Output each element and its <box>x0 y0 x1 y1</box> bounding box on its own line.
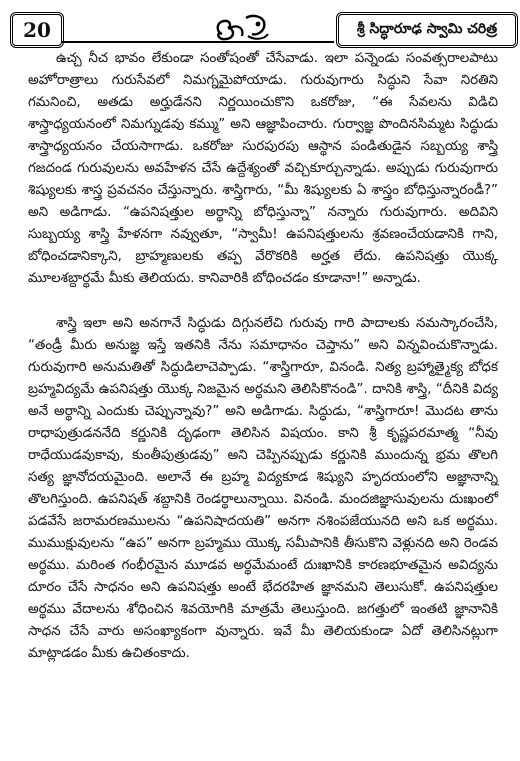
running-title: శ్రీ సిద్ధారూఢ స్వామి చరిత్ర <box>336 12 518 48</box>
page-number: 20 <box>10 12 64 48</box>
paragraph: ఉచ్చ నీచ భావం లేకుండా సంతోషంతో చేసేవాడు. ఇలా పన్నెండు సంవత్సరాలపాటు అహోరాత్రాలు గురుసేవలో నిమగ్నమైపోయాడు. గురువుగారు సిద్ధుని సేవా నిరతిని గమనించి, అతడు అర్హుడేనని నిర్ణయించుకొని ఒకరోజు, “ఈ సేవలను విడిచి శాస్త్రాధ్యయనంలో నిమగ్నుడవు కమ్ము” అని ఆజ్ఞాపించారు. గుర్వాజ్ఞ పొందినసిమ్మట సిద్ధుడు శాస్త్రాధ్యయనం చేయసాగాడు. ఒకరోజు సురపురపు ఆస్థాన పండితుడైన సబ్బయ్య శాస్త్రి గజదండ గురువులను అవహేళన చేసే ఉద్దేశ్యంతో వచ్చికూర్చున్నాడు. అప్పుడు గురువుగారు శిష్యులకు శాస్త్ర ప్రవచనం చేస్తున్నారు. శాస్త్రిగారు, “మీ శిష్యులకు ఏ శాస్త్రం బోధిస్తున్నారండీ?” అని అడిగాడు. “ఉపనిషత్తుల అర్థాన్ని బోధిస్తున్నా” నన్నారు గురువుగారు. అదివిని సుబ్బయ్య శాస్త్రి హేళనగా నవ్వుతూ, “స్వామీ! ఉపనిషత్తులను శ్రవణంచేయడానికి గాని, బోధించడానిక్కాని, బ్రాహ్మణులకు తప్ప వేరొకరికి అర్హత లేదు. ఉపనిషత్తు యొక్క మూలశబ్దార్థమే మీకు తెలియదు. కానివారికి బోధించడం కూడానా!” అన్నాడు. <box>28 51 498 287</box>
header-rule <box>62 41 334 43</box>
body-text <box>28 48 498 665</box>
paragraph: శాస్త్రి ఇలా అని అనగానే సిద్ధుడు దిగ్గునలేచి గురువు గారి పాదాలకు నమస్కారంచేసి, “తండ్రీ మీరు అనుజ్ఞ ఇస్తే ఇతనికి నేను సమాధానం చెప్తాను” అని విన్నవించుకొన్నాడు. గురువుగారి అనుమతితో సిద్ధుడిలాచెప్పాడు. “శాస్త్రిగారూ, వినండి. నిత్య బ్రహ్మాత్మైక్య బోధక బ్రహ్మవిద్యమే ఉపనిషత్తు యొక్క నిజమైన అర్థమని తెలిసికొనండి”. దానికి శాస్త్రి, “దీనికి విద్య అనే అర్థాన్ని ఎందుకు చెప్పున్నావు?” అని అడిగాడు. సిద్ధుడు, “శాస్త్రిగారూ! మొదట తాను రాధాపుత్రుడననేది కర్ణునికి దృఢంగా తెలిసిన విషయం. కాని శ్రీ కృష్ణపరమాత్మ “నీవు రాధేయుడవుకావు, కుంతీపుత్రుడవు” అని చెప్పినప్పుడు కర్ణునికి ముందున్న భ్రమ తొలగి సత్య జ్ఞానోదయమైంది. అలానే ఈ బ్రహ్మ విద్యకూడ శిష్యుని హృదయంలోని అజ్ఞానాన్ని తొలగిస్తుంది. ఉపనిషత్ శబ్దానికి రెండర్థాలున్నాయి. వినండి. మందజిజ్ఞాసువులను దుఃఖంలో పడవేసే జరామరణములను “ఉపనిషాదయతి” అనగా నశింపజేయునది అని ఒక అర్థము. ముముక్షువులను “ఉప” అనగా బ్రహ్మము యొక్క సమీపానికి తీసుకొని వెళ్లునది అని రెండవ అర్థము. మరింత గంభీరమైన మూడవ అర్థమేమంటే దుఃఖానికి కారణభూతమైన అవిద్యను దూరం చేసే సాధనం అని ఉపనిషత్తు అంటే భేదరహిత జ్ఞానమని తెలుసుకో. ఉపనిషత్తుల అర్థము వేదాలను శోధించిన శివయోగికి మాత్రమే తెలుస్తుంది. జగత్తులో ఇంతటి జ్ఞానానికి సాధన చేసే వారు అసంఖ్యాకంగా వున్నారు. ఇవే మీ తెలియకుండా ఏదో తెలిసినట్లుగా మాట్లాడడం మీకు ఉచితంకాదు. <box>28 315 498 662</box>
om-glyph-icon <box>208 10 278 44</box>
page-header <box>0 10 520 44</box>
